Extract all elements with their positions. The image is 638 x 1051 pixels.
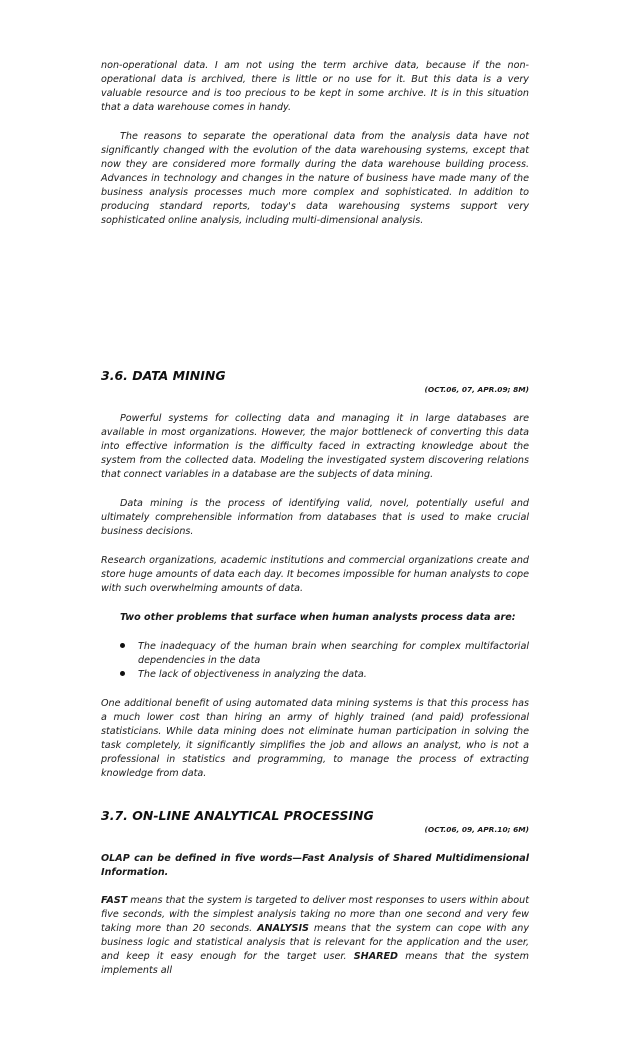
term-shared: SHARED xyxy=(353,951,399,962)
intro-block-2 xyxy=(101,130,529,228)
exam-reference: (OCT.06, 09, APR.10; 6M) xyxy=(424,825,529,834)
section-title-data-mining: 3.6. DATA MINING xyxy=(101,368,226,383)
term-fast: FAST xyxy=(101,895,128,906)
list-item: The inadequacy of the human brain when searching for complex multifactorial dependencies in the data xyxy=(101,640,529,668)
intro-paragraph-1: non-operational data. I am not using the term archive data, because if the non-operational data is archived, there is little or no use for it. But this data is a very valuable resource and is too precious to be kept in some archive. It is in this situation that a data warehouse comes in handy. xyxy=(101,60,529,113)
bullet-icon xyxy=(120,671,125,676)
term-analysis: ANALYSIS xyxy=(257,923,309,934)
olap-fasmi-paragraph: FAST means that the system is targeted to deliver most responses to users within about five seconds, with the simplest analysis taking no more than one second and very few taking more than 20 seconds. ANALYSIS means that the system can cope with any business logic and statistical analysis that is relevant for the application and the user, and keep it easy enough for the target user. SHARED means that the system implements all xyxy=(101,895,530,976)
data-mining-paragraph-1: Powerful systems for collecting data and managing it in large databases are available in most organizations. However, the major bottleneck of converting this data into effective information is the difficulty faced in extracting knowledge about the system from the collected data. Modeling the investigated system discovering relations that connect variables in a database are the subjects of data mining. xyxy=(101,413,529,480)
bullet-icon xyxy=(120,643,125,648)
olap-section xyxy=(101,808,529,836)
problems-list xyxy=(101,640,529,682)
data-mining-paragraph-3: Research organizations, academic institutions and commercial organizations create and store huge amounts of data each day. It becomes impossible for human analysts to cope with such overwhelming amounts of data. xyxy=(101,555,529,594)
intro-block xyxy=(101,59,529,115)
problems-subheading: Two other problems that surface when human analysts process data are: xyxy=(120,612,516,623)
intro-paragraph-2: The reasons to separate the operational data from the analysis data have not significantly changed with the evolution of the data warehousing systems, except that now they are considered more formally during the data warehouse building process. Advances in technology and changes in the nature of business have made many of the business analysis processes much more complex and sophisticated. In addition to producing standard reports, today's data warehousing systems support very sophisticated online analysis, including multi-dimensional analysis. xyxy=(101,131,529,226)
list-item: The lack of objectiveness in analyzing the data. xyxy=(101,668,529,682)
exam-reference: (OCT.06, 07, APR.09; 8M) xyxy=(424,385,529,394)
olap-definition: OLAP can be defined in five words—Fast Analysis of Shared Multidimensional Information. xyxy=(101,853,529,878)
data-mining-paragraph-2: Data mining is the process of identifying valid, novel, potentially useful and ultimately comprehensible information from databases that is used to make crucial business decisions. xyxy=(101,498,529,537)
data-mining-paragraph-4: One additional benefit of using automated data mining systems is that this process has a much lower cost than hiring an army of highly trained (and paid) professional statisticians. While data mining does not eliminate human participation in solving the task completely, it significantly simplifies the job and allows an analyst, who is not a professional in statistics and programming, to manage the process of extracting knowledge from data. xyxy=(101,698,529,779)
section-title-olap: 3.7. ON-LINE ANALYTICAL PROCESSING xyxy=(101,808,374,823)
data-mining-section xyxy=(101,368,529,396)
